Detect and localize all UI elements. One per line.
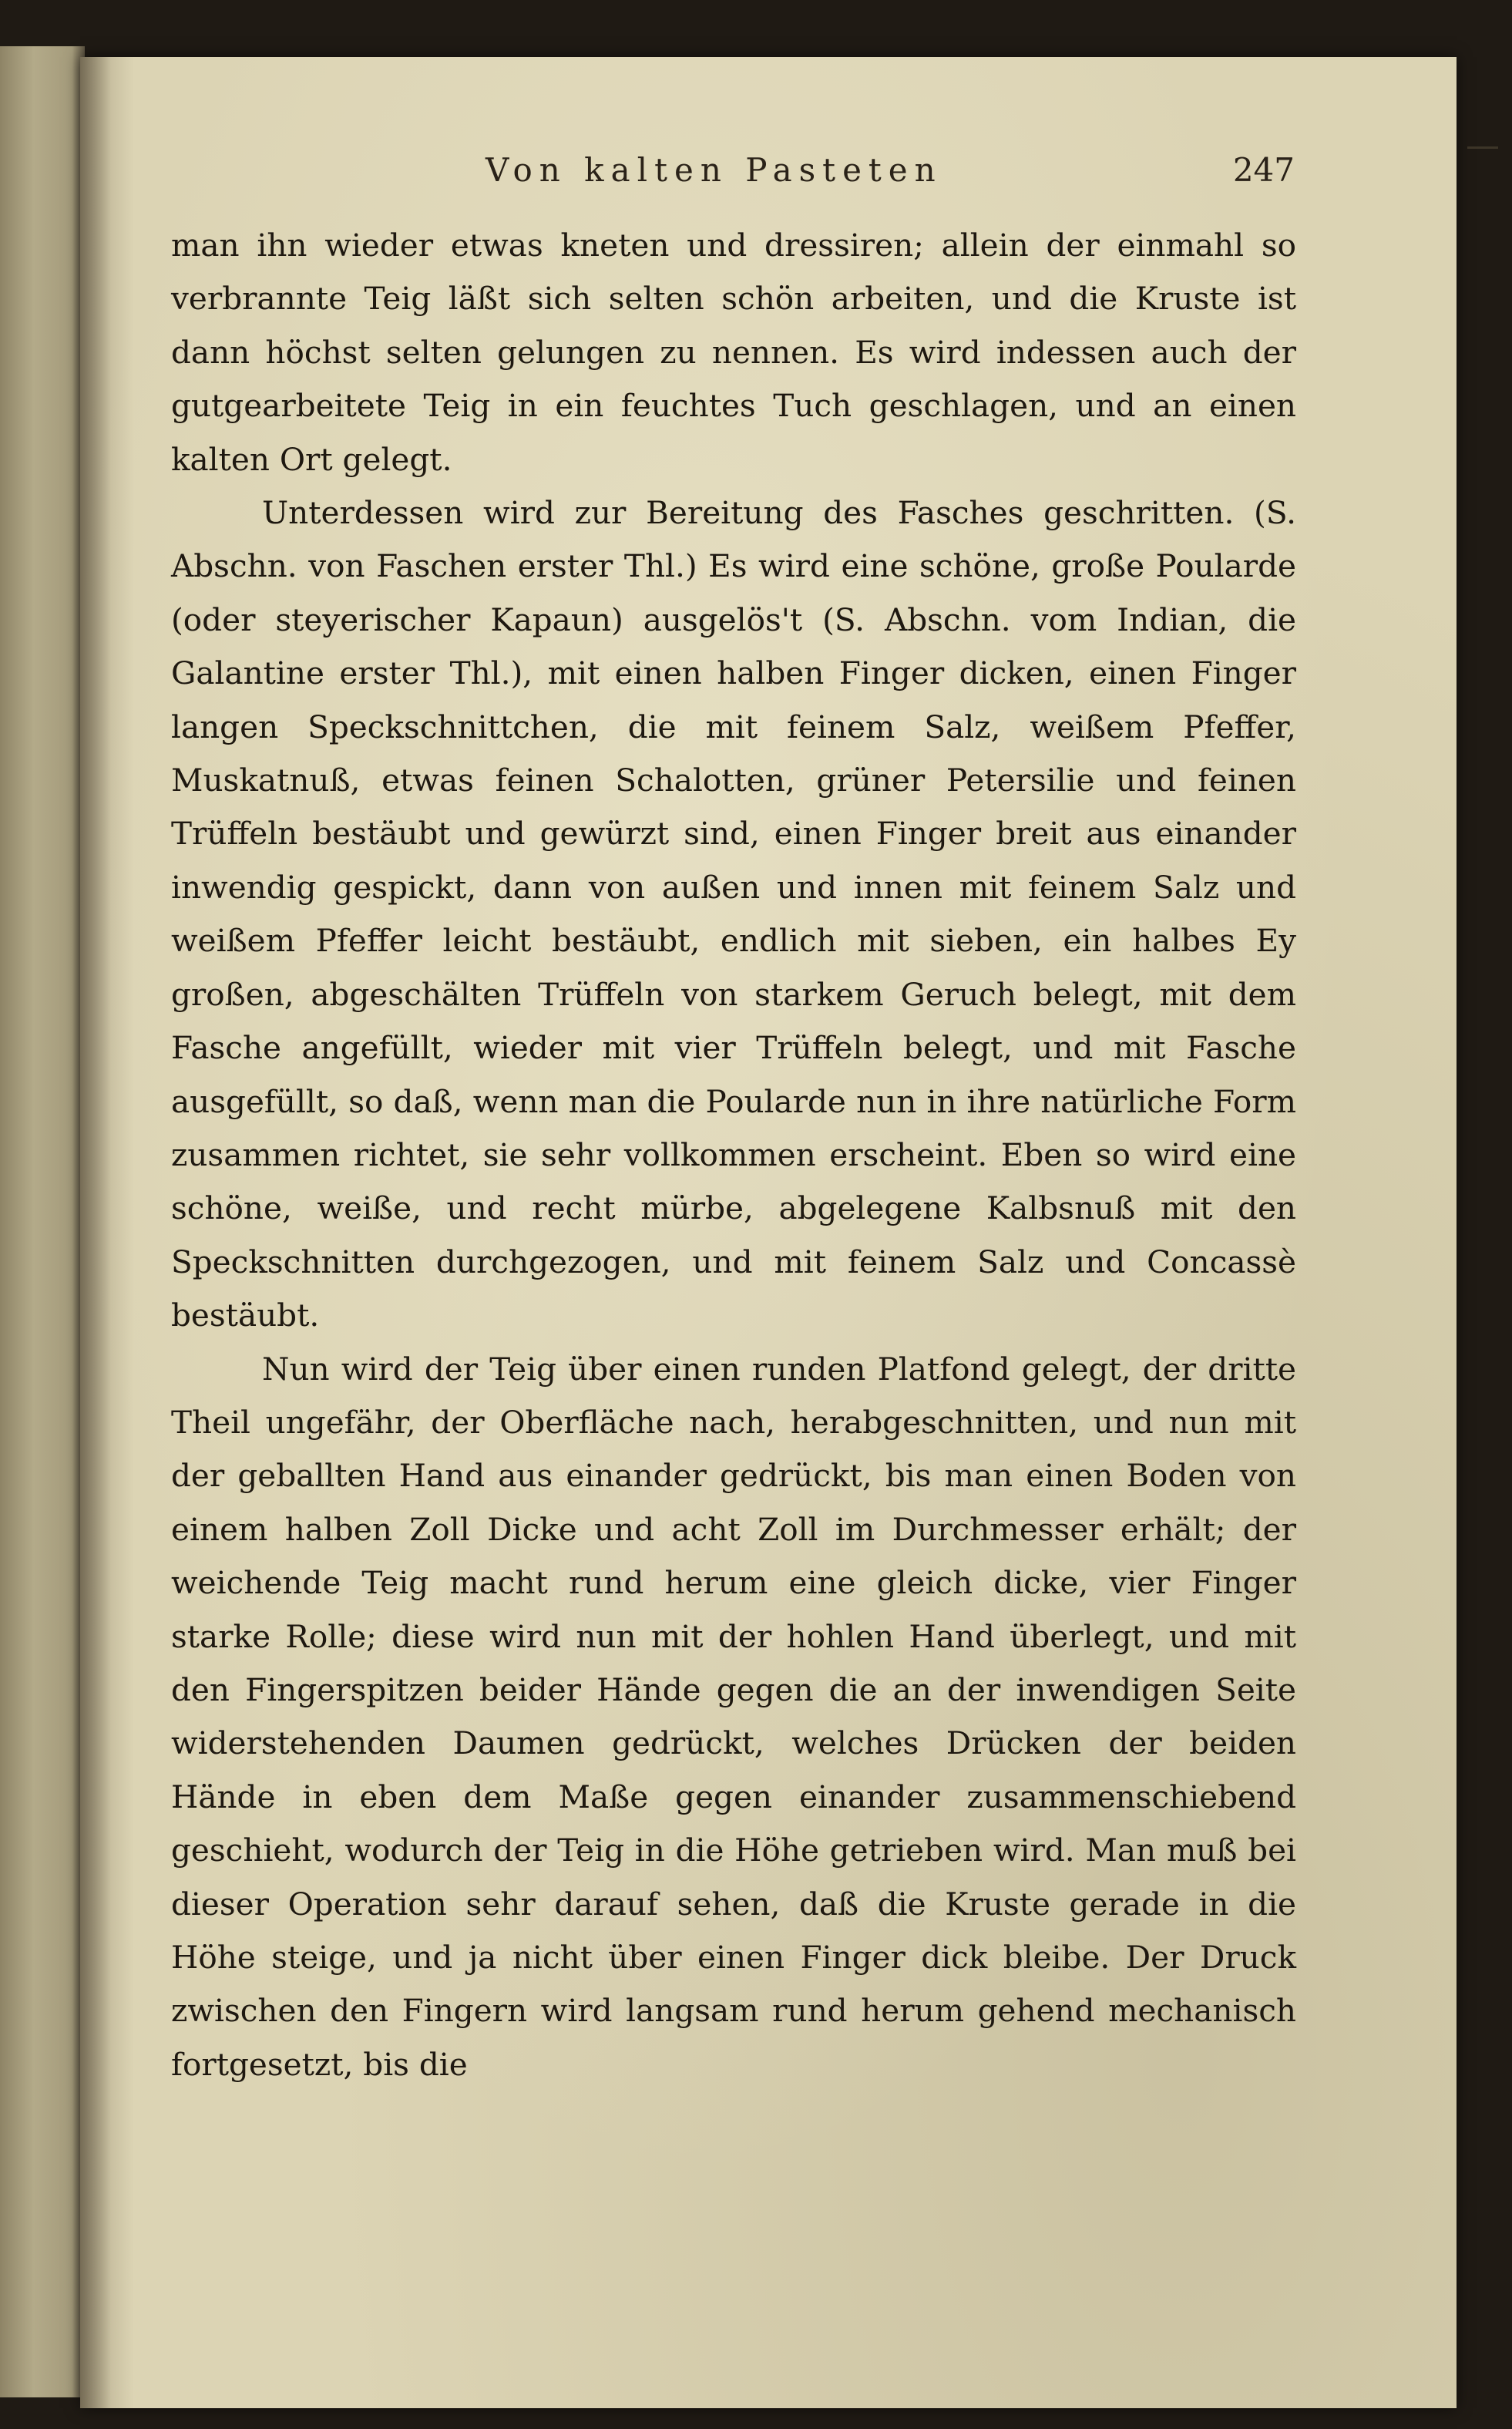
page-edge-mark — [1467, 146, 1498, 149]
paragraph: man ihn wieder etwas kneten und dressiren; allein der einmahl so verbrannte Teig läßt sich selten schön arbeiten, und die Kruste ist dann höchst selten gelungen zu nennen. Es wird indessen auch der gutgearbeitete Teig in ein feuchtes Tuch geschlagen, und an einen kalten Ort gelegt. — [171, 227, 1296, 478]
page-number: 247 — [1232, 151, 1295, 189]
page-header — [170, 151, 1295, 197]
running-head: Von kalten Pasteten — [486, 151, 942, 189]
facing-page-edge — [0, 46, 85, 2397]
paragraph: Unterdessen wird zur Bereitung des Fasches geschritten. (S. Abschn. von Faschen erster Thl.) Es wird eine schöne, große Poularde (oder steyerischer Kapaun) ausgelös't (S. Abschn. vom Indian, die Galantine erster Thl.), mit einen halben Finger dicken, einen Finger langen Speckschnittchen, die mit feinem Salz, weißem Pfeffer, Muskatnuß, etwas feinen Schalotten, grüner Petersilie und feinen Trüffeln bestäubt und gewürzt sind, einen Finger breit aus einander inwendig gespickt, dann von außen und innen mit feinem Salz und weißem Pfeffer leicht bestäubt, endlich mit sieben, ein halbes Ey großen, abgeschälten Trüffeln von starkem Geruch belegt, mit dem Fasche angefüllt, wieder mit vier Trüffeln belegt, und mit Fasche ausgefüllt, so daß, wenn man die Poularde nun in ihre natürliche Form zusammen richtet, sie sehr vollkommen erscheint. Eben so wird eine schöne, weiße, und recht mürbe, abgelegene Kalbsnuß mit den Speckschnitten durchgezogen, und mit feinem Salz und Concassè bestäubt. — [171, 494, 1296, 1334]
paragraph: Nun wird der Teig über einen runden Platfond gelegt, der dritte Theil ungefähr, der Oberfläche nach, herabgeschnitten, und nun mit der geballten Hand aus einander gedrückt, bis man einen Boden von einem halben Zoll Dicke und acht Zoll im Durchmesser erhält; der weichende Teig macht rund herum eine gleich dicke, vier Finger starke Rolle; diese wird nun mit der hohlen Hand überlegt, und mit den Fingerspitzen beider Hände gegen die an der inwendigen Seite widerstehenden Daumen gedrückt, welches Drücken der beiden Hände in eben dem Maße gegen einander zusammenschiebend geschieht, wodurch der Teig in die Höhe getrieben wird. Man muß bei dieser Operation sehr darauf sehen, daß die Kruste gerade in die Höhe steige, und ja nicht über einen Finger dick bleibe. Der Druck zwischen den Fingern wird langsam rund herum gehend mechanisch fortgesetzt, bis die — [171, 1350, 1296, 2083]
body-text — [171, 219, 1296, 2091]
gutter-shadow — [80, 57, 111, 2408]
